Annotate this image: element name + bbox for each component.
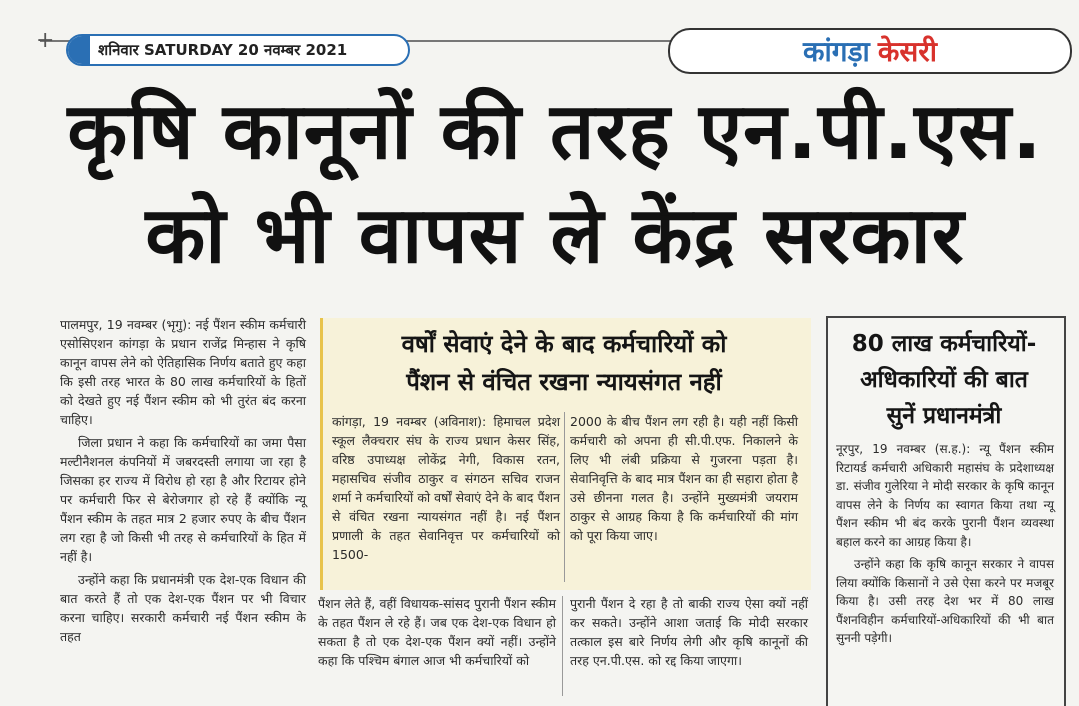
- right-story-body: [836, 440, 1054, 652]
- left-story-para-3: उन्होंने कहा कि प्रधानमंत्री एक देश-एक विधान की बात करते हैं तो एक देश-एक पैंशन पर भी विचार करना चाहिए। सरकारी कर्मचारी नई पैंशन स्कीम के तहत: [60, 572, 306, 644]
- middle-story-col-2: [570, 412, 798, 549]
- edition-logo: [668, 28, 1072, 74]
- middle-headline-line2: पैंशन से वंचित रखना न्यायसंगत नहीं: [406, 368, 722, 396]
- main-headline: [40, 80, 1070, 288]
- left-story-continued-2: [570, 594, 808, 674]
- crop-mark-icon: +: [36, 28, 55, 53]
- left-story-continued: [318, 594, 556, 674]
- right-story-para-2: उन्होंने कहा कि कृषि कानून सरकार ने वापस लिया क्योंकि किसानों ने उसे ऐसा करने पर मजबूर किया है। उसी तरह देश भर में 80 लाख पैंशनविहीन कर्मचारियों-अधिकारियों की भी बात सुननी पड़ेगी।: [836, 557, 1054, 645]
- right-headline-line1: 80 लाख कर्मचारियों-: [851, 331, 1037, 357]
- left-story-cont-text: पैंशन लेते हैं, वहीं विधायक-सांसद पुरानी पैंशन स्कीम के तहत पैंशन ले रहे हैं। जब एक देश-एक विधान हो सकता है तो एक देश-एक पैंशन क्यों नहीं। उन्होंने कहा कि पश्चिम बंगाल आज भी कर्मचारियों को: [318, 596, 556, 668]
- middle-col-2-text: 2000 के बीच पैंशन लग रही है। यही नहीं किसी कर्मचारी को अपना ही सी.पी.एफ. निकालने के लिए भी लंबी प्रक्रिया से गुजरना पड़ता है। सेवानिवृत्ति के बाद मात्र पैंशन का ही सहारा होता है उसे छीनना गलत है। उन्होंने मुख्यमंत्री जयराम ठाकुर से आग्रह किया है कि कर्मचारियों की मांग को पूरा किया जाए।: [570, 414, 798, 543]
- lower-column-divider: [562, 596, 563, 696]
- date-banner: [66, 34, 410, 66]
- left-story-para-1: पालमपुर, 19 नवम्बर (भृगु): नई पैंशन स्कीम कर्मचारी एसोसिएशन कांगड़ा के प्रधान राजेंद्र मिन्हास ने कृषि कानून वापस लेने को ऐतिहासिक निर्णय बताते हुए कहा कि इसी तरह भारत के 80 लाख कर्मचारियों के हितों को देखते हुए नई पैंशन स्कीम को भी तुरंत बंद करना चाहिए।: [60, 317, 306, 427]
- right-story-para-1: नूरपुर, 19 नवम्बर (स.ह.): न्यू पैंशन स्कीम रिटायर्ड कर्मचारी अधिकारी महासंघ के प्रदेशाध्यक्ष डा. संजीव गुलेरिया ने मोदी सरकार के कृषि कानून वापस लेने के निर्णय का स्वागत किया तथा न्यू पैंशन स्कीम भी बंद करके पुरानी पैंशन व्यवस्था बहाल करने का आग्रह किया है।: [836, 442, 1054, 549]
- date-text: शनिवार SATURDAY 20 नवम्बर 2021: [98, 41, 348, 59]
- middle-headline-line1: वर्षों सेवाएं देने के बाद कर्मचारियों को: [401, 330, 727, 358]
- middle-story-headline: [330, 325, 798, 401]
- left-story: [60, 315, 306, 650]
- right-headline-line3: सुनें प्रधानमंत्री: [886, 403, 1002, 429]
- main-headline-line2: को भी वापस ले केंद्र सरकार: [145, 191, 965, 281]
- left-story-para-2: जिला प्रधान ने कहा कि कर्मचारियों का जमा पैसा मल्टीनैशनल कंपनियों में जबरदस्ती लगाया जा रहा है जिसका हर राज्य में विरोध हो रहा है और रिटायर होने पर कर्मचारी फिर से बेरोजगार हो रहे हैं क्योंकि न्यू पैंशन स्कीम के तहत मात्र 2 हजार रुपए के बीच पैंशन लग रहा है जो किसी भी तरह से कर्मचारियों के हित में नहीं है।: [60, 435, 306, 564]
- main-headline-line1: कृषि कानूनों की तरह एन.पी.एस.: [67, 87, 1043, 177]
- edition-name-part2: केसरी: [877, 35, 937, 68]
- middle-col-1-text: कांगड़ा, 19 नवम्बर (अविनाश): हिमाचल प्रदेश स्कूल लैक्चरार संघ के राज्य प्रधान केसर सिंह, वरिष्ठ उपाध्यक्ष लोकेंद्र नेगी, विकास रतन, महासचिव संजीव ठाकुर व संगठन सचिव राजन शर्मा ने कर्मचारियों को वर्षों सेवाएं देने के बाद पैंशन से वंचित रखना न्यायसंगत नहीं है। नई पैंशन प्रणाली के तहत सेवानिवृत्त पर कर्मचारियों को 1500-: [332, 414, 560, 562]
- date-banner-accent: [68, 36, 90, 64]
- left-story-cont-text-2: पुरानी पैंशन दे रहा है तो बाकी राज्य ऐसा क्यों नहीं कर सकते। उन्होंने आशा जताई कि मोदी सरकार तत्काल इस बारे निर्णय लेगी और कृषि कानूनों की तरह एन.पी.एस. को रद्द किया जाएगा।: [570, 596, 808, 668]
- right-headline-line2: अधिकारियों की बात: [860, 367, 1028, 393]
- edition-name-part1: कांगड़ा: [803, 35, 870, 68]
- right-story-headline: [834, 326, 1054, 434]
- middle-column-divider: [564, 412, 565, 582]
- middle-story-col-1: [332, 412, 560, 568]
